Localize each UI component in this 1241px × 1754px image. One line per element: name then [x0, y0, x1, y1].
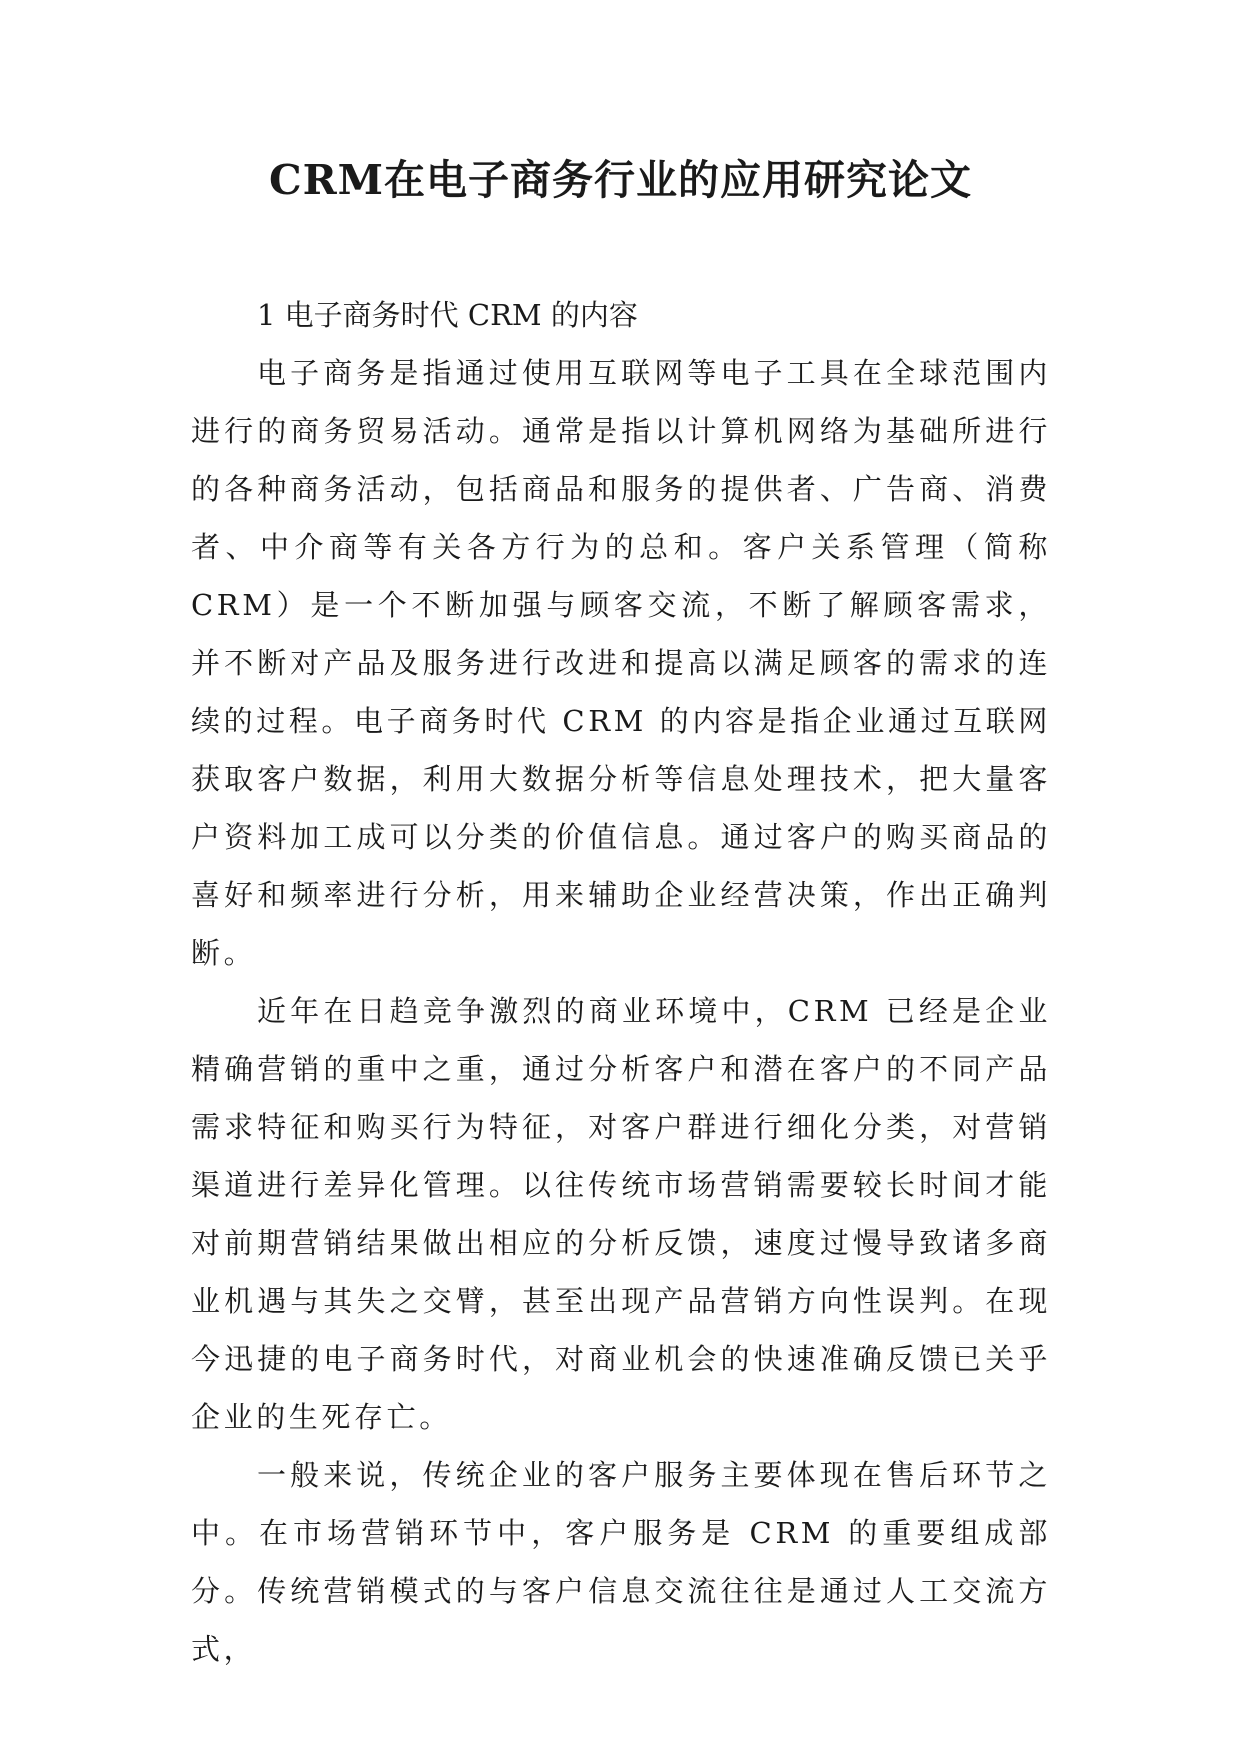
document-title: CRM在电子商务行业的应用研究论文	[268, 156, 973, 204]
document-body	[191, 286, 1051, 1678]
paragraph-1: 电子商务是指通过使用互联网等电子工具在全球范围内进行的商务贸易活动。通常是指以计算机网络为基础所进行的各种商务活动，包括商品和服务的提供者、广告商、消费者、中介商等有关各方行为的总和。客户关系管理（简称 CRM）是一个不断加强与顾客交流，不断了解顾客需求，并不断对产品及服务进行改进和提高以满足顾客的需求的连续的过程。电子商务时代 CRM 的内容是指企业通过互联网获取客户数据，利用大数据分析等信息处理技术，把大量客户资料加工成可以分类的价值信息。通过客户的购买商品的喜好和频率进行分析，用来辅助企业经营决策，作出正确判断。	[191, 356, 1051, 970]
paragraph-3: 一般来说，传统企业的客户服务主要体现在售后环节之中。在市场营销环节中，客户服务是 CRM 的重要组成部分。传统营销模式的与客户信息交流往往是通过人工交流方式，	[191, 1458, 1051, 1666]
paragraph-2: 近年在日趋竞争激烈的商业环境中，CRM 已经是企业精确营销的重中之重，通过分析客户和潜在客户的不同产品需求特征和购买行为特征，对客户群进行细化分类，对营销渠道进行差异化管理。以往传统市场营销需要较长时间才能对前期营销结果做出相应的分析反馈，速度过慢导致诸多商业机遇与其失之交臂，甚至出现产品营销方向性误判。在现今迅捷的电子商务时代，对商业机会的快速准确反馈已关乎企业的生死存亡。	[191, 994, 1051, 1434]
section-heading: 1 电子商务时代 CRM 的内容	[257, 298, 638, 332]
